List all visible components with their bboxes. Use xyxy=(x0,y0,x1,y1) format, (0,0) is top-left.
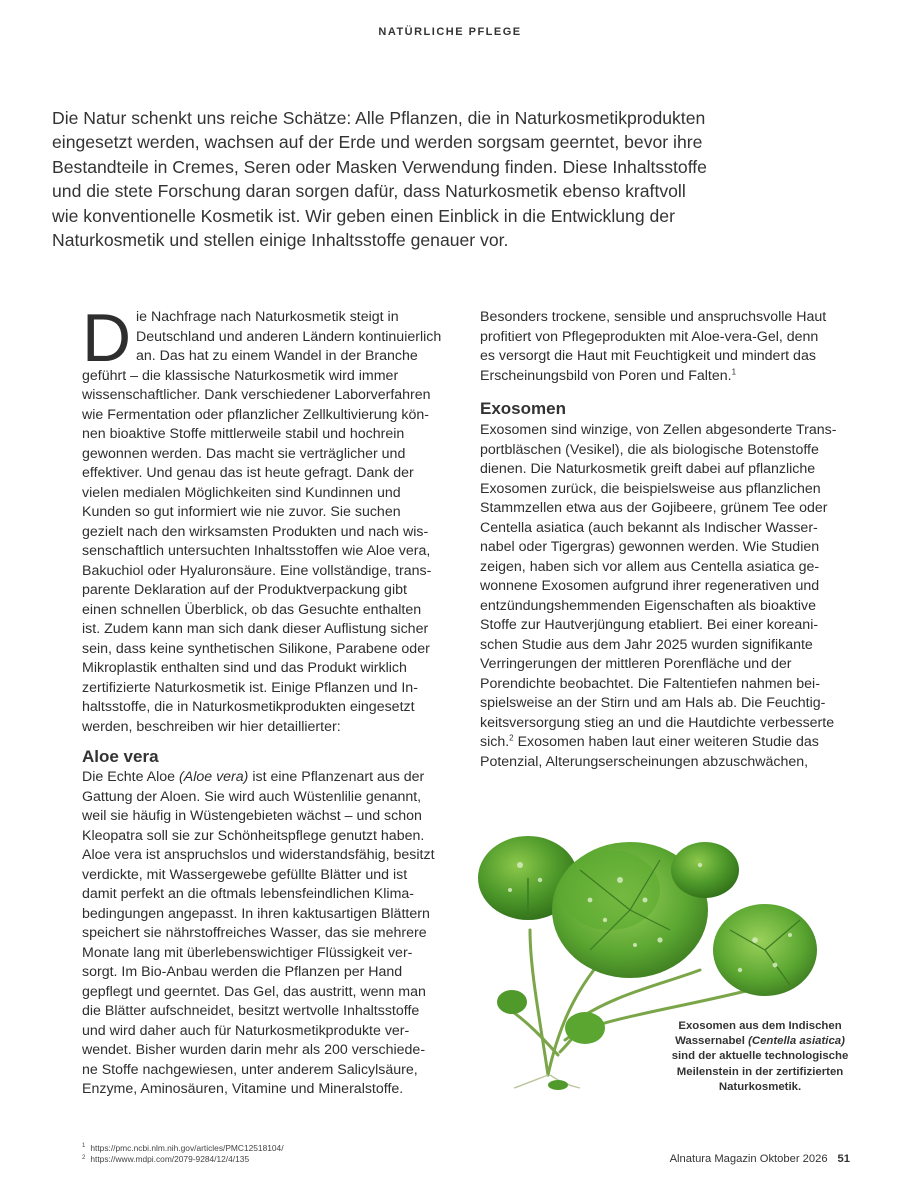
text-run: ist eine Pflanzenart aus der xyxy=(248,769,425,785)
intro-line: Naturkosmetik und stellen einige Inhaltsstoffe genauer vor. xyxy=(52,230,509,251)
body-line: profitiert von Pflegeprodukten mit Aloe-vera-Gel, denn xyxy=(480,328,819,345)
body-line: wissenschaftlicher. Dank verschiedener Laborverfahren xyxy=(82,387,431,403)
aloe-vera-paragraph xyxy=(82,788,454,1100)
body-line: verdickte, mit Wassergewebe gefüllte Blätter und ist xyxy=(82,866,408,883)
body-line: wie Fermentation oder pflanzlicher Zellkultivierung kön- xyxy=(82,406,429,423)
body-line: zertifizierte Naturkosmetik ist. Einige Pflanzen und In- xyxy=(82,679,418,696)
body-line: Kunden so gut informiert wie nie zuvor. Sie suchen xyxy=(82,504,401,520)
body-line: sein, dass keine synthetischen Silikone, Parabene oder xyxy=(82,640,430,657)
magazine-issue: Alnatura Magazin Oktober 2026 xyxy=(669,1153,828,1165)
image-caption xyxy=(660,1019,860,1095)
body-line: sorgt. Im Bio-Anbau werden die Pflanzen per Hand xyxy=(82,964,403,980)
footnote xyxy=(82,1154,284,1165)
body-line: Mikroplastik enthalten sind und das Produkt wirklich xyxy=(82,660,407,676)
footnote-url[interactable]: https://pmc.ncbi.nlm.nih.gov/articles/PMC12518104/ xyxy=(90,1143,284,1153)
body-line: Exosomen zurück, die beispielsweise aus pflanzlichen xyxy=(480,480,821,497)
body-line: Exosomen sind winzige, von Zellen abgesonderte Trans- xyxy=(480,422,837,438)
body-line: ie Nachfrage nach Naturkosmetik steigt in xyxy=(136,309,399,325)
body-line: Kleopatra soll sie zur Schönheitspflege genutzt haben. xyxy=(82,827,425,844)
body-line: geführt – die klassische Naturkosmetik wird immer xyxy=(82,367,399,384)
body-line: Verringerungen der mittleren Porenfläche und der xyxy=(480,656,792,672)
body-line: die Blätter aufschneidet, besitzt wertvolle Inhaltsstoffe xyxy=(82,1003,420,1019)
body-line: einen schnellen Überblick, ob das Gesuchte enthalten xyxy=(82,601,422,618)
right-column xyxy=(480,308,840,772)
body-line: entzündungshemmenden Eigenschaften als bioaktive xyxy=(480,597,816,614)
footnote-number: 1 xyxy=(82,1143,86,1150)
body-line: senschaftlich untersuchten Inhaltsstoffen wie Aloe vera, xyxy=(82,543,431,559)
body-line: Potenzial, Alterungserscheinungen abzuschwächen, xyxy=(480,753,809,770)
intro-body-paragraph xyxy=(82,367,454,738)
italic-species-name: (Aloe vera) xyxy=(179,769,249,785)
italic-species-name: (Centella asiatica) xyxy=(748,1035,845,1048)
intro-line: Bestandteile in Cremes, Seren oder Masken Verwendung finden. Diese Inhaltsstoffe xyxy=(52,156,707,177)
intro-line: Die Natur schenkt uns reiche Schätze: Alle Pflanzen, die in Naturkosmetikprodukten xyxy=(52,108,706,128)
page-number: 51 xyxy=(837,1153,850,1165)
caption-line xyxy=(660,1034,860,1049)
body-line: werden, beschreiben wir hier detaillierter: xyxy=(82,718,341,735)
text-run: Wassernabel xyxy=(675,1035,749,1048)
body-line: Centella asiatica (auch bekannt als Indischer Wasser- xyxy=(480,519,818,536)
body-line: wonnene Exosomen aufgrund ihrer regenerativen und xyxy=(480,578,820,594)
left-column xyxy=(82,300,454,1100)
body-line: damit perfekt an die oftmals lebensfeindlichen Klima- xyxy=(82,886,414,902)
body-line: dienen. Die Naturkosmetik greift dabei auf pflanzliche xyxy=(480,461,816,477)
body-line: speichert sie nährstoffreiches Wasser, das sie mehrere xyxy=(82,925,427,941)
body-line: keitsversorgung stieg an und die Hautdichte verbesserte xyxy=(480,714,835,731)
text-run: sich. xyxy=(480,734,510,750)
body-line: Bakuchiol oder Hyaluronsäure. Eine vollständige, trans- xyxy=(82,562,432,579)
heading-exosomen: Exosomen xyxy=(480,399,566,418)
body-line: Besonders trockene, sensible und anspruchsvolle Haut xyxy=(480,309,827,325)
intro-paragraph xyxy=(52,106,812,252)
body-line: Monate lang mit überlebenswichtiger Flüssigkeit ver- xyxy=(82,944,413,961)
text-run: Die Echte Aloe xyxy=(82,769,180,785)
footnote-url[interactable]: https://www.mdpi.com/2079-9284/12/4/135 xyxy=(90,1154,250,1165)
body-line: Deutschland und anderen Ländern kontinuierlich xyxy=(136,328,442,345)
body-line: Enzyme, Aminosäuren, Vitamine und Mineralstoffe. xyxy=(82,1081,404,1097)
body-line xyxy=(82,768,454,788)
body-line: parente Deklaration auf der Produktverpackung gibt xyxy=(82,582,407,598)
drop-cap: D xyxy=(82,300,132,376)
body-line: und wird daher auch für Naturkosmetikprodukte ver- xyxy=(82,1022,410,1039)
body-line: haltsstoffe, die in Naturkosmetikprodukten eingesetzt xyxy=(82,699,415,715)
body-line: bedingungen angepasst. In ihren kaktusartigen Blättern xyxy=(82,905,430,922)
body-line: es versorgt die Haut mit Feuchtigkeit und mindert das xyxy=(480,348,816,364)
caption-line: sind der aktuelle technologische xyxy=(671,1050,849,1063)
body-line: Aloe vera ist anspruchslos und widerstandsfähig, besitzt xyxy=(82,847,435,863)
body-line: Erscheinungsbild von Poren und Falten.$^1$ xyxy=(480,366,737,384)
body-line: portbläschen (Vesikel), die als biologische Botenstoffe xyxy=(480,441,819,458)
caption-line: Naturkosmetik. xyxy=(718,1080,802,1093)
body-line: Porendichte beobachtet. Die Faltentiefen nahmen bei- xyxy=(480,675,820,692)
body-line: gezielt nach den wirksamsten Produkten und nach wis- xyxy=(82,523,429,540)
body-line: gewonnen werden. Das macht sie verträglicher und xyxy=(82,445,406,462)
body-line xyxy=(480,733,840,753)
intro-line: wie konventionelle Kosmetik ist. Wir geben einen Einblick in die Entwicklung der xyxy=(52,205,675,226)
intro-line: und die stete Forschung daran sorgen dafür, dass Naturkosmetik ebenso kraftvoll xyxy=(52,181,686,202)
body-line: wendet. Bisher wurden darin mehr als 200 verschiede- xyxy=(82,1042,426,1058)
footnote xyxy=(82,1143,284,1154)
body-line: gepflegt und geerntet. Das Gel, das austritt, wenn man xyxy=(82,983,426,1000)
body-line: vielen medialen Möglichkeiten sind Kundinnen und xyxy=(82,484,401,501)
body-line: an. Das hat zu einem Wandel in der Branche xyxy=(136,348,418,364)
body-line: nen bioaktive Stoffe mittlerweile stabil und hochrein xyxy=(82,426,405,442)
body-line: ne Stoffe nachgewiesen, unter anderem Salicylsäure, xyxy=(82,1061,418,1078)
body-line: effektiver. Und genau das ist heute gefragt. Dank der xyxy=(82,465,414,481)
body-line: Stammzellen etwa aus der Gojibeere, grünem Tee oder xyxy=(480,500,828,516)
footnotes xyxy=(82,1143,284,1166)
footnote-ref: 2 xyxy=(509,733,514,743)
intro-line: eingesetzt werden, wachsen auf der Erde und werden sorgsam geerntet, bevor ihre xyxy=(52,132,703,153)
body-line: zeigen, haben sich vor allem aus Centella asiatica ge- xyxy=(480,558,820,575)
page-footer xyxy=(670,1153,850,1165)
body-line: Gattung der Aloen. Sie wird auch Wüstenlilie genannt, xyxy=(82,788,422,805)
body-line: nabel oder Tigergras) gewonnen werden. Wie Studien xyxy=(480,539,820,555)
body-line: ist. Zudem kann man sich dank dieser Auflistung sicher xyxy=(82,621,429,637)
caption-line: Meilenstein in der zertifizierten xyxy=(676,1065,844,1078)
heading-aloe-vera: Aloe vera xyxy=(82,747,159,766)
footnote-ref: 1 xyxy=(731,366,737,376)
body-line: schen Studie aus dem Jahr 2025 wurden signifikante xyxy=(480,636,813,653)
section-kicker: NATÜRLICHE PFLEGE xyxy=(378,26,522,38)
footnote-number: 2 xyxy=(82,1154,86,1161)
exosomen-paragraph xyxy=(480,421,840,733)
text-run: Exosomen haben laut einer weiteren Studie das xyxy=(513,734,819,750)
caption-line: Exosomen aus dem Indischen xyxy=(678,1020,842,1032)
body-line: weil sie häufig in Wüstengebieten wächst – und schon xyxy=(82,808,422,824)
aloe-continuation-paragraph xyxy=(480,308,840,386)
body-line: Stoffe zur Hautverjüngung etabliert. Bei einer koreani- xyxy=(480,617,819,633)
body-line: spielsweise an der Stirn und am Hals ab. Die Feuchtig- xyxy=(480,695,826,711)
